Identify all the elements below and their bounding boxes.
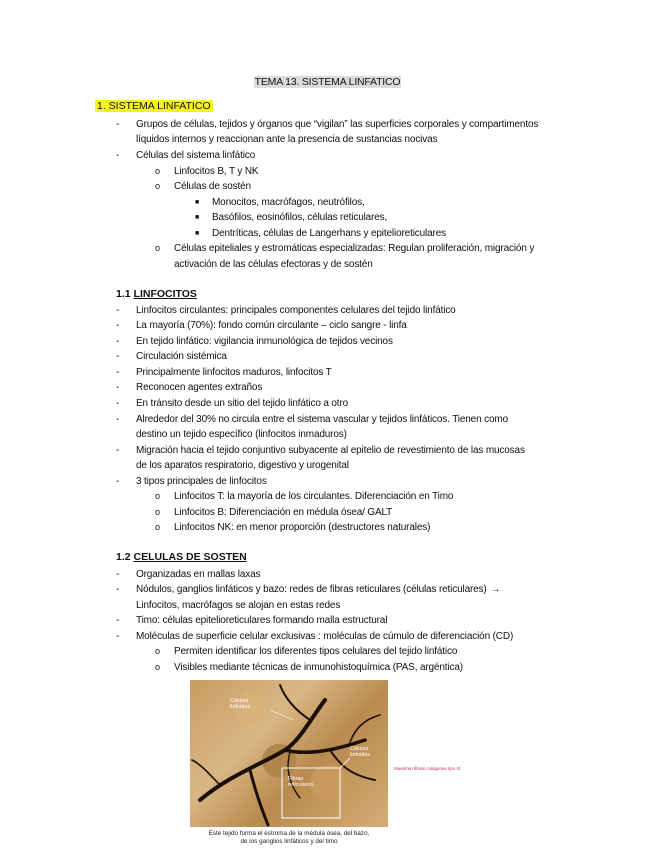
s11-item: La mayoría (70%): fondo común circulante – ciclo sangre - linfa bbox=[136, 320, 407, 331]
s12-item2-line2: Linfocitos, macrófagos se alojan en estas redes bbox=[136, 600, 341, 611]
s1-bullet1-line2: líquidos internos y reaccionan ante la presencia de sustancias nocivas bbox=[136, 134, 438, 145]
bullet-circle: o bbox=[155, 491, 161, 501]
figure-label-fibers: Fibras reticulares bbox=[288, 776, 314, 788]
figure-side-note: Muestran fibras colágenas tipo III bbox=[394, 766, 461, 771]
section-1-1-heading: 1.1 LINFOCITOS bbox=[116, 288, 197, 300]
s1-sub3-line1: Células epiteliales y estromáticas especializadas: Regulan proliferación, migración y bbox=[174, 243, 535, 254]
s1-bullet1-line1: Grupos de células, tejidos y órganos que “vigilan” las superficies corporales y compartimentos bbox=[136, 119, 539, 130]
s11-item: En tejido linfático: vigilancia inmunológica de tejidos vecinos bbox=[136, 336, 393, 347]
section-1-2-heading: 1.2 CELULAS DE SOSTEN bbox=[116, 551, 247, 563]
bullet-dash: - bbox=[116, 445, 120, 456]
s11-type: Linfocitos B: Diferenciación en médula ósea/ GALT bbox=[174, 507, 393, 518]
s1-subsub2: Basófilos, eosinófilos, células reticulares, bbox=[212, 212, 388, 223]
s11-item: Principalmente linfocitos maduros, linfocitos T bbox=[136, 367, 332, 378]
bullet-dash: - bbox=[116, 351, 120, 362]
right-arrow-icon: → bbox=[490, 584, 501, 595]
s12-sub2: Visibles mediante técnicas de inmunohistoquímica (PAS, argéntica) bbox=[174, 662, 463, 673]
s11-item: En tránsito desde un sitio del tejido linfático a otro bbox=[136, 398, 349, 409]
bullet-dash: - bbox=[116, 398, 120, 409]
bullet-dash: - bbox=[116, 382, 120, 393]
bullet-dash: - bbox=[116, 320, 120, 331]
s11-item10: 3 tipos principales de linfocitos bbox=[136, 476, 267, 487]
bullet-dash: - bbox=[116, 119, 120, 130]
bullet-circle: o bbox=[155, 243, 161, 253]
bullet-circle: o bbox=[155, 522, 161, 532]
s11-item9-line1: Migración hacia el tejido conjuntivo subyacente al epitelio de revestimiento de las mucosas bbox=[136, 445, 525, 456]
bullet-dash: - bbox=[116, 150, 120, 161]
s1-subsub3: Dentríticas, células de Langerhans y epitelioreticulares bbox=[212, 228, 446, 239]
s1-sub1: Linfocitos B, T y NK bbox=[174, 166, 259, 177]
bullet-square: ■ bbox=[195, 230, 200, 237]
figure-label-cells-top: Células linfoides bbox=[230, 698, 251, 710]
bullet-circle: o bbox=[155, 507, 161, 517]
s12-sub1: Permiten identificar los diferentes tipos celulares del tejido linfático bbox=[174, 646, 458, 657]
s1-sub2: Células de sostén bbox=[174, 181, 251, 192]
bullet-dash: - bbox=[116, 414, 120, 425]
s11-item8-line2: destino un tejido específico (linfocitos inmaduros) bbox=[136, 429, 347, 440]
s12-item1: Organizadas en mallas laxas bbox=[136, 569, 261, 580]
bullet-dash: - bbox=[116, 305, 120, 316]
s1-sub3-line2: activación de las células efectoras y de sostén bbox=[174, 259, 373, 270]
s12-item3: Timo: células epitelioreticulares formando malla estructural bbox=[136, 615, 388, 626]
bullet-dash: - bbox=[116, 476, 120, 487]
s11-item9-line2: de los aparatos respiratorio, digestivo y urogenital bbox=[136, 460, 349, 471]
document-title: TEMA 13. SISTEMA LINFATICO bbox=[254, 76, 401, 88]
s11-item: Reconocen agentes extraños bbox=[136, 382, 263, 393]
bullet-circle: o bbox=[155, 166, 161, 176]
bullet-dash: - bbox=[116, 367, 120, 378]
bullet-dash: - bbox=[116, 584, 120, 595]
bullet-circle: o bbox=[155, 646, 161, 656]
s11-item: Circulación sistémica bbox=[136, 351, 227, 362]
bullet-dash: - bbox=[116, 615, 120, 626]
bullet-dash: - bbox=[116, 631, 120, 642]
section-1-heading: 1. SISTEMA LINFATICO bbox=[97, 100, 211, 112]
s11-type: Linfocitos NK: en menor proporción (destructores naturales) bbox=[174, 522, 431, 533]
figure-caption-line1: Este tejido forma el estroma de la médula ósea, del bazo, bbox=[208, 830, 370, 837]
s1-subsub1: Monocitos, macrófagos, neutrófilos, bbox=[212, 197, 365, 208]
bullet-circle: o bbox=[155, 662, 161, 672]
bullet-circle: o bbox=[155, 181, 161, 191]
figure-label-cells: Células linfoides bbox=[350, 746, 371, 758]
bullet-dash: - bbox=[116, 569, 120, 580]
figure-caption bbox=[190, 830, 388, 846]
s12-item2-line1: Nódulos, ganglios linfáticos y bazo: redes de fibras reticulares (células reticulares) → bbox=[136, 582, 500, 598]
s12-item4: Moléculas de superficie celular exclusivas : moléculas de cúmulo de diferenciación (CD) bbox=[136, 631, 514, 642]
histology-image bbox=[190, 680, 388, 827]
s11-item8-line1: Alrededor del 30% no circula entre el sistema vascular y tejidos linfáticos. Tienen como bbox=[136, 414, 508, 425]
s11-item: Linfocitos circulantes: principales componentes celulares del tejido linfático bbox=[136, 305, 456, 316]
figure-caption-line2: de los ganglios linfáticos y del timo bbox=[240, 838, 338, 845]
s11-type: Linfocitos T: la mayoría de los circulantes. Diferenciación en Timo bbox=[174, 491, 454, 502]
bullet-square: ■ bbox=[195, 199, 200, 206]
bullet-square: ■ bbox=[195, 214, 200, 221]
s1-bullet2: Células del sistema linfático bbox=[136, 150, 256, 161]
bullet-dash: - bbox=[116, 336, 120, 347]
